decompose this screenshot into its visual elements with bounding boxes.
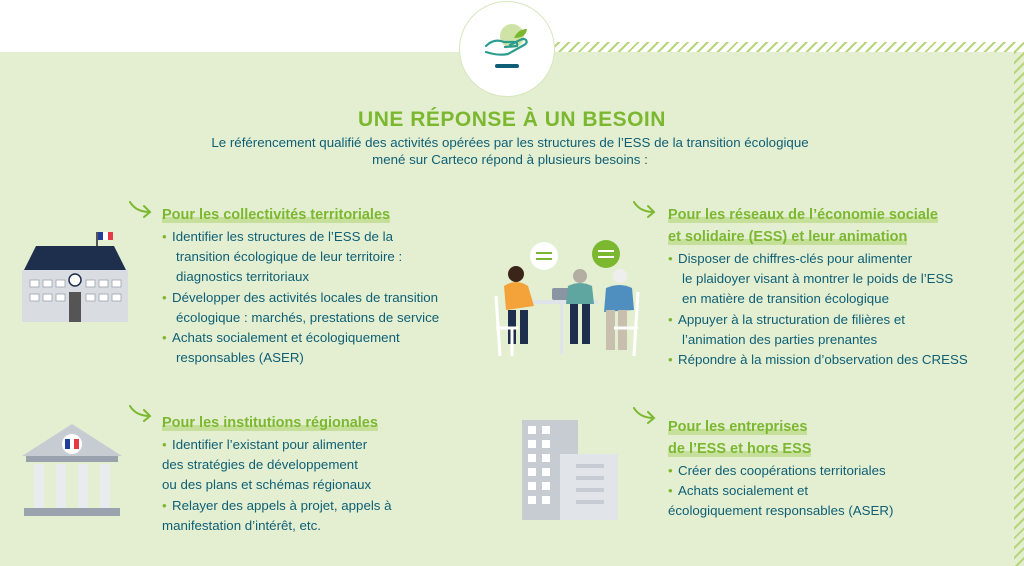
meeting-people-icon bbox=[488, 236, 648, 364]
list-item-cont: en matière de transition écologique bbox=[682, 291, 889, 307]
list-item: • Disposer de chiffres-clés pour alimenter bbox=[668, 249, 1008, 269]
list-item-cont: diagnostics territoriaux bbox=[176, 269, 310, 285]
regional-institution-icon bbox=[20, 420, 124, 522]
list-item-cont: ou des plans et schémas régionaux bbox=[162, 477, 372, 493]
city-hall-icon bbox=[18, 228, 132, 324]
list-item-cont: des stratégies de développement bbox=[162, 457, 358, 473]
list-item: • Achats socialement et écologiquement bbox=[162, 328, 482, 348]
arrow-icon bbox=[632, 200, 658, 218]
arrow-icon bbox=[128, 200, 154, 218]
arrow-icon bbox=[632, 406, 658, 424]
section-title: et solidaire (ESS) et leur animation bbox=[668, 229, 908, 245]
list-item-cont: écologiquement responsables (ASER) bbox=[668, 503, 894, 519]
section-reseaux-ess bbox=[668, 204, 1008, 370]
section-title: Pour les collectivités territoriales bbox=[162, 207, 391, 223]
list-item: • Identifier les structures de l’ESS de la bbox=[162, 227, 482, 247]
intro-line-1: Le référencement qualifié des activités opérées par les structures de l’ESS de la transition écologique bbox=[211, 135, 809, 150]
list-item-cont: transition écologique de leur territoire : bbox=[176, 249, 403, 265]
list-item: • Appuyer à la structuration de filières et bbox=[668, 310, 1008, 330]
list-item: • Relayer des appels à projet, appels à bbox=[162, 496, 482, 516]
section-title: Pour les institutions régionales bbox=[162, 415, 378, 431]
page-title: UNE RÉPONSE À UN BESOIN bbox=[358, 108, 666, 131]
list-item: • Achats socialement et bbox=[668, 481, 988, 501]
list-item: • Répondre à la mission d’observation des CRESS bbox=[668, 350, 1008, 370]
list-item-cont: l’animation des parties prenantes bbox=[682, 331, 878, 347]
section-entreprises bbox=[668, 416, 988, 522]
intro-text bbox=[150, 134, 870, 168]
list-item-cont: écologique : marchés, prestations de service bbox=[176, 309, 440, 325]
hand-leaf-icon bbox=[460, 2, 554, 96]
section-title: Pour les entreprises bbox=[668, 419, 808, 435]
intro-line-2: mené sur Carteco répond à plusieurs besoins : bbox=[372, 152, 648, 167]
list-item: • Créer des coopérations territoriales bbox=[668, 461, 988, 481]
section-collectivites bbox=[162, 204, 482, 368]
section-institutions-regionales bbox=[162, 412, 482, 536]
section-title: de l’ESS et hors ESS bbox=[668, 441, 812, 457]
list-item-cont: le plaidoyer visant à montrer le poids de l’ESS bbox=[682, 271, 954, 287]
list-item: • Identifier l’existant pour alimenter bbox=[162, 435, 482, 455]
hand-leaf-badge bbox=[460, 2, 554, 96]
list-item-cont: manifestation d’intérêt, etc. bbox=[162, 517, 321, 533]
section-title: Pour les réseaux de l’économie sociale bbox=[668, 207, 938, 223]
decorative-hatch bbox=[548, 42, 1024, 52]
arrow-icon bbox=[128, 404, 154, 422]
list-item: • Développer des activités locales de transition bbox=[162, 288, 482, 308]
list-item-cont: responsables (ASER) bbox=[176, 350, 304, 366]
office-buildings-icon bbox=[520, 418, 620, 522]
